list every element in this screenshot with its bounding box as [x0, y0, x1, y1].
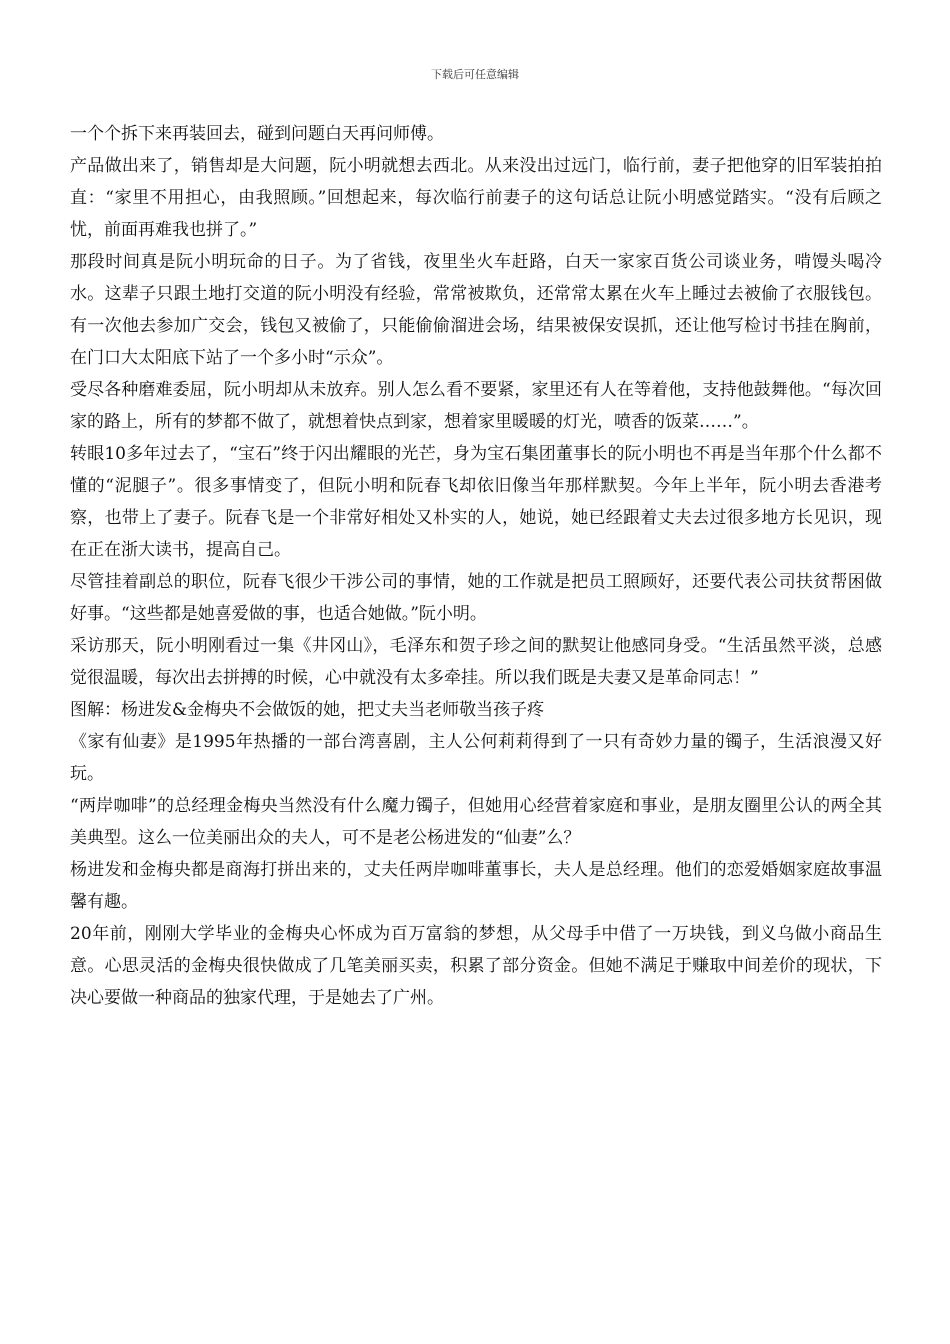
figure-caption: 图解：杨进发&金梅央不会做饭的她，把丈夫当老师敬当孩子疼	[70, 700, 545, 720]
article-body	[70, 118, 882, 1014]
paragraph: “两岸咖啡”的总经理金梅央当然没有什么魔力镯子，但她用心经营着家庭和事业，是朋友圈里公认的两全其美典型。这么一位美丽出众的夫人，可不是老公杨进发的“仙妻”么？	[70, 796, 882, 848]
paragraph: 转眼10多年过去了，“宝石”终于闪出耀眼的光芒，身为宝石集团董事长的阮小明也不再是当年那个什么都不懂的“泥腿子”。很多事情变了，但阮小明和阮春飞却依旧像当年那样默契。今年上半年，阮小明去香港考察，也带上了妻子。阮春飞是一个非常好相处又朴实的人，她说，她已经跟着丈夫去过很多地方长见识，现在正在浙大读书，提高自己。	[70, 444, 882, 560]
paragraph: 《家有仙妻》是1995年热播的一部台湾喜剧，主人公何莉莉得到了一只有奇妙力量的镯子，生活浪漫又好玩。	[70, 732, 882, 784]
paragraph: 20年前，刚刚大学毕业的金梅央心怀成为百万富翁的梦想，从父母手中借了一万块钱，到义乌做小商品生意。心思灵活的金梅央很快做成了几笔美丽买卖，积累了部分资金。但她不满足于赚取中间差价的现状，下决心要做一种商品的独家代理，于是她去了广州。	[70, 924, 882, 1008]
page-header: 下载后可任意编辑	[431, 68, 519, 81]
paragraph: 采访那天，阮小明刚看过一集《井冈山》，毛泽东和贺子珍之间的默契让他感同身受。“生活虽然平淡，总感觉很温暖，每次出去拼搏的时候，心中就没有太多牵挂。所以我们既是夫妻又是革命同志！”	[70, 636, 882, 688]
paragraph: 一个个拆下来再装回去，碰到问题白天再问师傅。	[70, 124, 444, 144]
paragraph: 产品做出来了，销售却是大问题，阮小明就想去西北。从来没出过远门，临行前，妻子把他穿的旧军装拍拍直：“家里不用担心，由我照顾。”回想起来，每次临行前妻子的这句话总让阮小明感觉踏实。“没有后顾之忧，前面再难我也拼了。”	[70, 156, 882, 240]
paragraph: 杨进发和金梅央都是商海打拼出来的，丈夫任两岸咖啡董事长，夫人是总经理。他们的恋爱婚姻家庭故事温馨有趣。	[70, 860, 882, 912]
paragraph: 尽管挂着副总的职位，阮春飞很少干涉公司的事情，她的工作就是把员工照顾好，还要代表公司扶贫帮困做好事。“这些都是她喜爱做的事，也适合她做。”阮小明。	[70, 572, 882, 624]
paragraph: 受尽各种磨难委屈，阮小明却从未放弃。别人怎么看不要紧，家里还有人在等着他，支持他鼓舞他。“每次回家的路上，所有的梦都不做了，就想着快点到家，想着家里暖暖的灯光，喷香的饭菜……”。	[70, 380, 882, 432]
paragraph: 那段时间真是阮小明玩命的日子。为了省钱，夜里坐火车赶路，白天一家家百货公司谈业务，啃馒头喝冷水。这辈子只跟土地打交道的阮小明没有经验，常常被欺负，还常常太累在火车上睡过去被偷了衣服钱包。有一次他去参加广交会，钱包又被偷了，只能偷偷溜进会场，结果被保安误抓，还让他写检讨书挂在胸前，在门口大太阳底下站了一个多小时“示众”。	[70, 252, 882, 368]
